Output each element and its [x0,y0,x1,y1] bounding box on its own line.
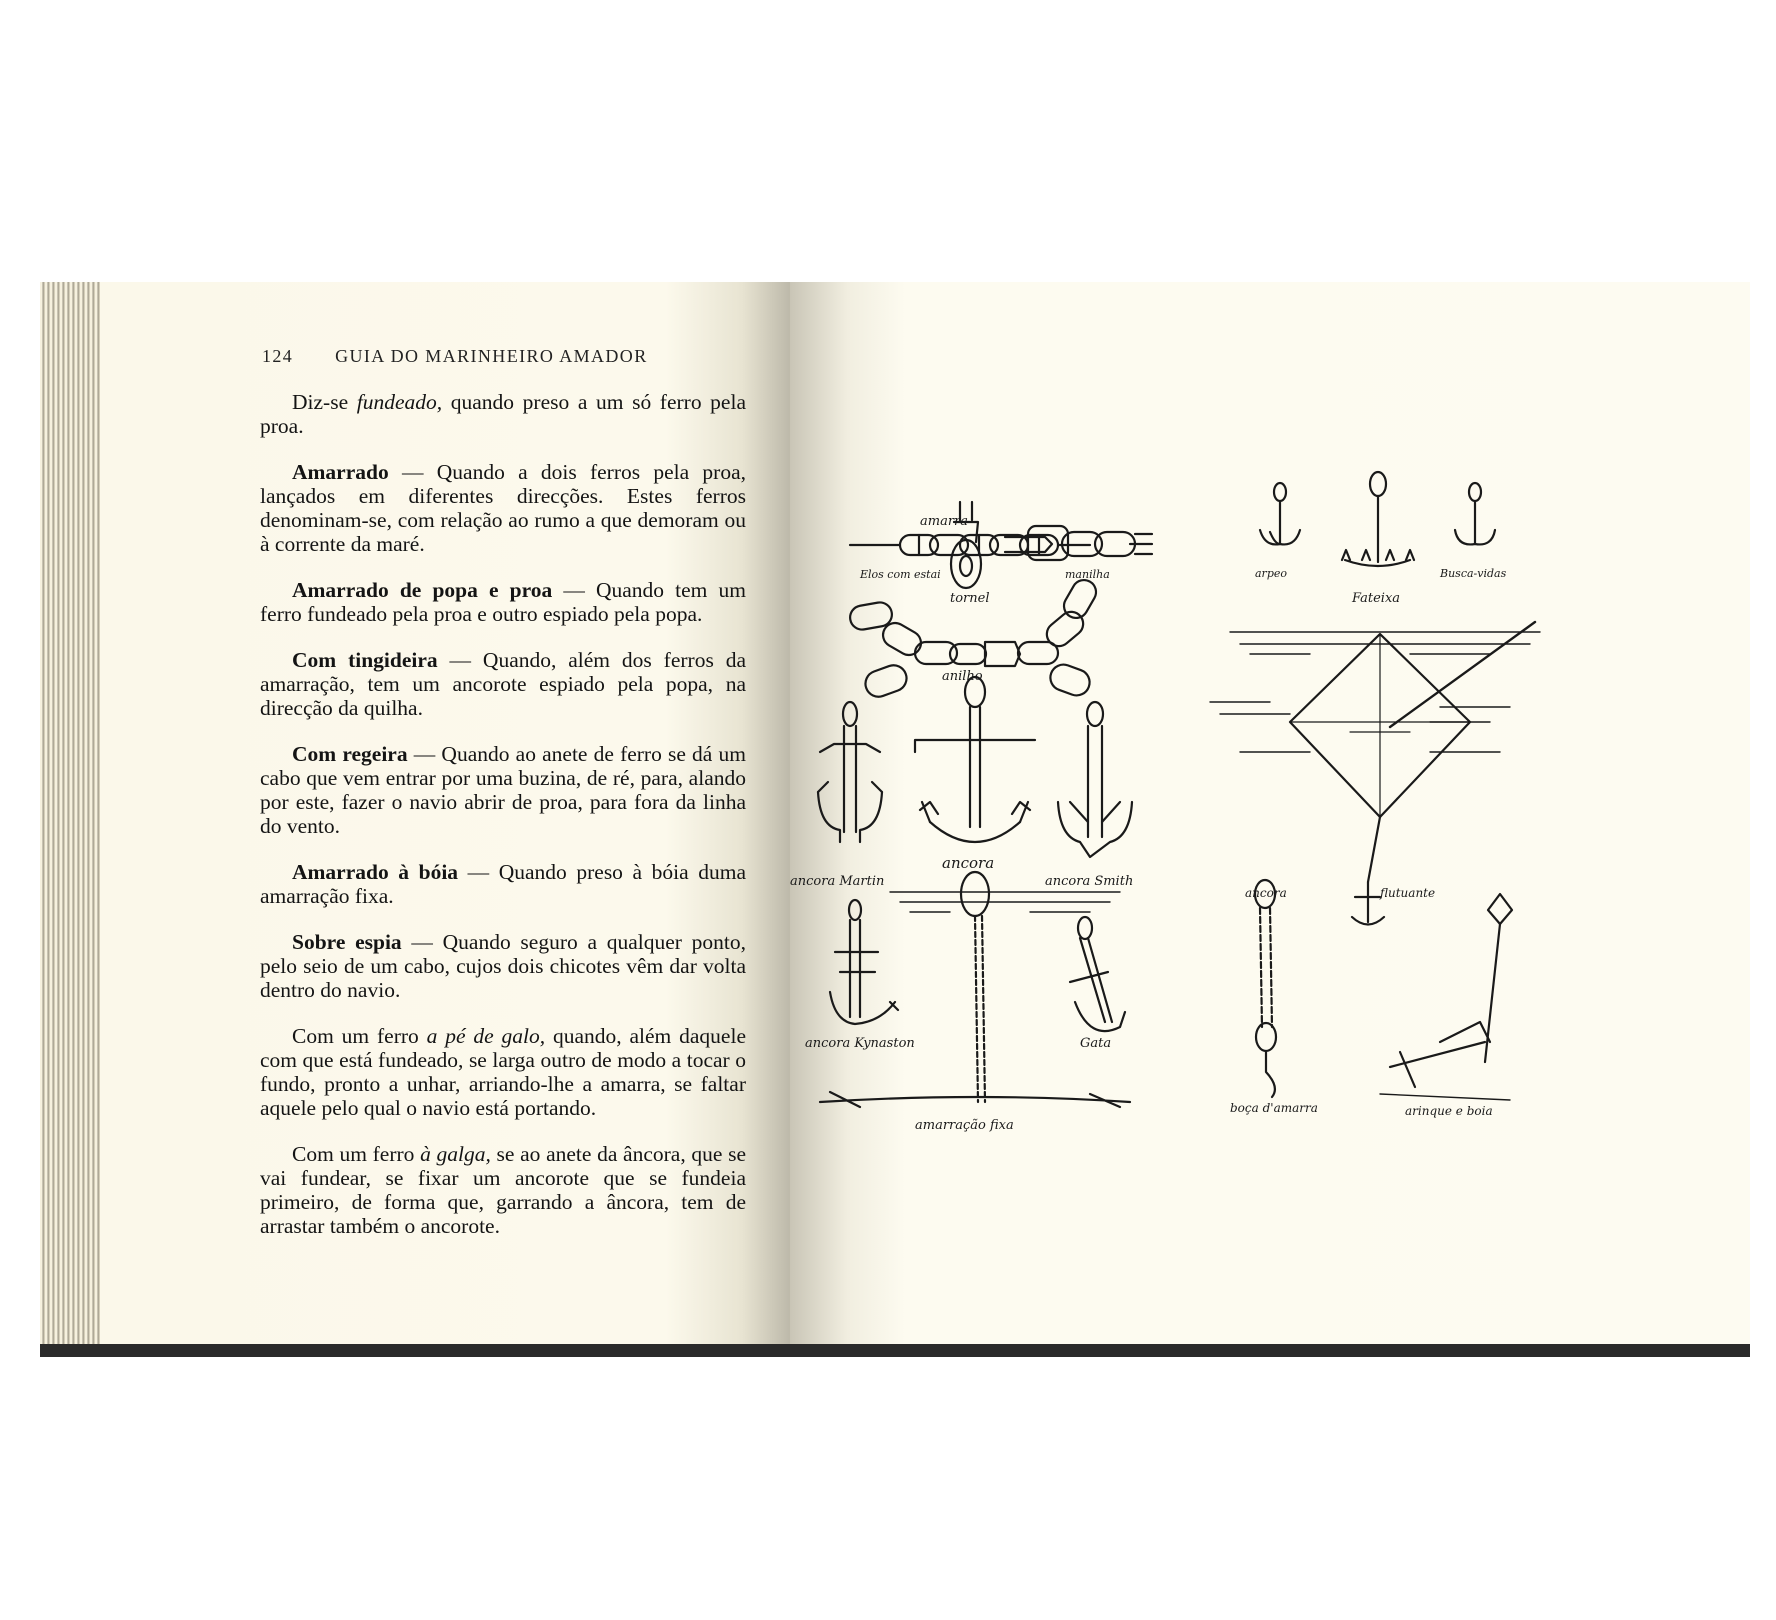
fateixa-drawing [1342,472,1414,566]
label-ancora: ancora [942,854,995,872]
label-gata: Gata [1080,1036,1112,1051]
paragraph: Amarrado de popa e proa — Quando tem um ferro fundeado pela proa e outro espiado pela popa. [260,578,746,626]
label-anilho: anilho [942,669,983,684]
anchor-smith-drawing [1058,702,1132,857]
body-text [260,390,746,1260]
anchor-kynaston-drawing [830,900,898,1024]
busca-vidas-drawing [1455,483,1495,544]
label-amarracao-fixa: amarração fixa [915,1118,1014,1133]
arinque-boia-drawing [1380,894,1512,1100]
chain-drawing [850,535,1090,555]
paragraph: Sobre espia — Quando seguro a qualquer ponto, pelo seio de um cabo, cujos dois chicotes vêm dar volta dentro do navio. [260,930,747,1002]
paragraph: Com um ferro à galga, se ao anete da âncora, que se vai fundear, se fixar um ancorote que se fundeia primeiro, de forma que, garrando a âncora, tem de arrastar também o ancorote. [260,1142,747,1238]
running-head [262,346,648,367]
label-tornel: tornel [950,591,990,606]
paragraph: Com um ferro a pé de galo, quando, além daquele com que está fundeado, se larga outro de modo a tocar o fundo, pronto a unhar, arriando-lhe a amarra, se faltar aquele pelo qual o navio está portando. [260,1024,746,1120]
label-arinque-boia: arinque e boia [1405,1104,1493,1118]
anchor-illustrations [790,282,1750,1344]
page-number: 124 [262,346,294,366]
label-ancora-martin: ancora Martin [790,874,885,889]
label-ancora-kynaston: ancora Kynaston [805,1036,915,1051]
label-arpeo: arpeo [1255,567,1287,580]
running-head-title: GUIA DO MARINHEIRO AMADOR [335,346,648,366]
arpeo-drawing [1260,483,1300,544]
label-amarra: amarra [920,514,969,529]
label-ancora-flutuante-1: ancora [1245,886,1287,900]
label-fateixa: Fateixa [1352,591,1401,606]
paragraph: Com tingideira — Quando, além dos ferros da amarração, tem um ancorote espiado pela popa, na direcção da quilha. [260,648,746,720]
anchor-gata-drawing [1070,917,1125,1031]
paragraph: Com regeira — Quando ao anete de ferro se dá um cabo que vem entrar por uma buzina, de ré, para, alando por este, fazer o navio abrir de proa, para fora da linha do vento. [260,742,746,838]
paragraph: Diz-se fundeado, quando preso a um só ferro pela proa. [260,390,746,438]
label-elos: Elos com estai [860,568,941,581]
paragraph: Amarrado — Quando a dois ferros pela proa, lançados em diferentes direcções. Estes ferros denominam-se, com relação ao rumo a que demoram ou à corrente da maré. [260,460,746,556]
anchor-drawing [915,677,1035,842]
floating-anchor-drawing [1210,622,1540,925]
anchor-martin-drawing [818,702,882,842]
mooring-drawing [820,872,1130,1107]
label-manilha: manilha [1065,568,1110,581]
label-ancora-flutuante-2: flutuante [1380,886,1436,900]
label-ancora-smith: ancora Smith [1045,874,1134,889]
label-boca-amarra: boça d'amarra [1230,1101,1318,1115]
boca-amarra-drawing [1255,880,1276,1097]
label-busca-vidas: Busca-vidas [1440,567,1507,580]
paragraph: Amarrado à bóia — Quando preso à bóia duma amarração fixa. [260,860,746,908]
